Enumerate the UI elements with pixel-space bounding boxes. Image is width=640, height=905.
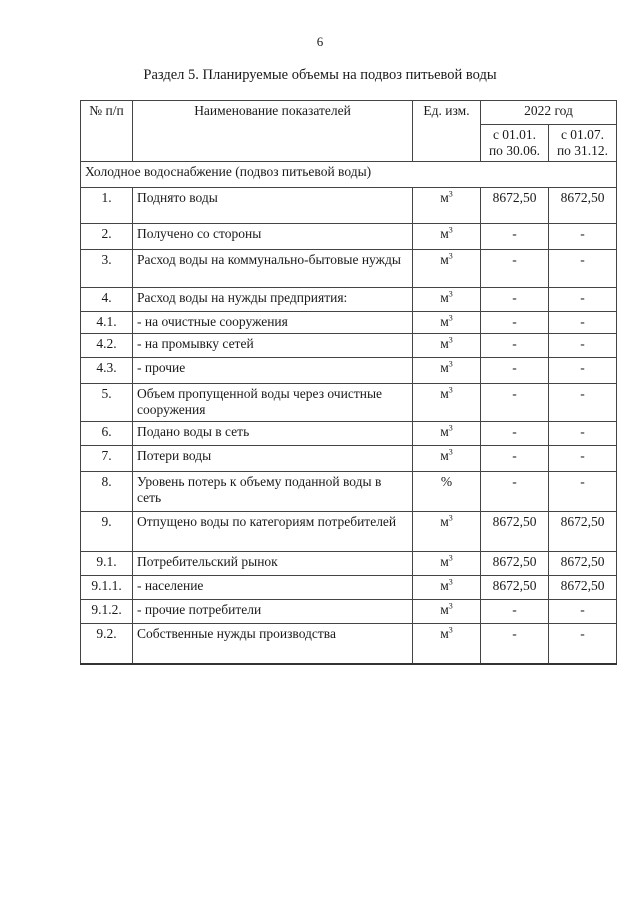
- row-unit: [413, 512, 481, 552]
- row-value-period-2: -: [549, 250, 617, 288]
- row-indicator-name: Потребительский рынок: [133, 552, 413, 576]
- table-row: [81, 624, 617, 664]
- header-row: [81, 101, 617, 125]
- row-value-period-2: -: [549, 384, 617, 422]
- unit-exponent: 3: [448, 189, 453, 199]
- row-unit: [413, 552, 481, 576]
- row-value-period-1: -: [481, 288, 549, 312]
- row-indicator-name: - на очистные сооружения: [133, 312, 413, 334]
- row-value-period-2: 8672,50: [549, 512, 617, 552]
- row-indicator-name: Отпущено воды по категориям потребителей: [133, 512, 413, 552]
- header-name: Наименование показателей: [133, 101, 413, 162]
- row-number: 6.: [81, 422, 133, 446]
- row-value-period-2: -: [549, 472, 617, 512]
- header-year: 2022 год: [481, 101, 617, 125]
- header-period-1: с 01.01. по 30.06.: [481, 125, 549, 162]
- unit-exponent: 3: [448, 335, 453, 345]
- table-row: [81, 512, 617, 552]
- unit-base: м: [440, 226, 449, 241]
- row-indicator-name: Уровень потерь к объему поданной воды в сеть: [133, 472, 413, 512]
- unit-base: м: [440, 514, 449, 529]
- row-value-period-1: 8672,50: [481, 188, 549, 224]
- unit-exponent: 3: [448, 359, 453, 369]
- row-unit: [413, 334, 481, 358]
- table-row: [81, 250, 617, 288]
- header-unit: Ед. изм.: [413, 101, 481, 162]
- row-unit: [413, 600, 481, 624]
- row-indicator-name: Собственные нужды производства: [133, 624, 413, 664]
- row-number: 5.: [81, 384, 133, 422]
- unit-base: м: [440, 386, 449, 401]
- unit-exponent: 3: [448, 577, 453, 587]
- row-indicator-name: Получено со стороны: [133, 224, 413, 250]
- row-value-period-1: -: [481, 250, 549, 288]
- row-unit: [413, 576, 481, 600]
- row-number: 9.2.: [81, 624, 133, 664]
- row-value-period-2: -: [549, 312, 617, 334]
- row-number: 9.1.1.: [81, 576, 133, 600]
- unit-base: м: [440, 424, 449, 439]
- table-row: [81, 600, 617, 624]
- row-value-period-1: 8672,50: [481, 512, 549, 552]
- table-row: [81, 334, 617, 358]
- header-period-2: с 01.07. по 31.12.: [549, 125, 617, 162]
- section-title: Раздел 5. Планируемые объемы на подвоз питьевой воды: [143, 67, 497, 83]
- unit-exponent: 3: [448, 447, 453, 457]
- unit-base: м: [440, 190, 449, 205]
- row-number: 7.: [81, 446, 133, 472]
- row-number: 4.2.: [81, 334, 133, 358]
- row-unit: [413, 422, 481, 446]
- unit-exponent: 3: [448, 423, 453, 433]
- row-number: 1.: [81, 188, 133, 224]
- row-value-period-2: -: [549, 288, 617, 312]
- row-indicator-name: Потери воды: [133, 446, 413, 472]
- unit-base: м: [440, 360, 449, 375]
- unit-base: %: [440, 474, 453, 489]
- row-indicator-name: Расход воды на коммунально-бытовые нужды: [133, 250, 413, 288]
- unit-base: м: [440, 448, 449, 463]
- table-row: [81, 358, 617, 384]
- row-value-period-1: -: [481, 358, 549, 384]
- unit-exponent: 3: [448, 225, 453, 235]
- unit-base: м: [440, 578, 449, 593]
- unit-base: м: [440, 602, 449, 617]
- row-unit: [413, 384, 481, 422]
- row-indicator-name: - на промывку сетей: [133, 334, 413, 358]
- unit-exponent: 3: [448, 289, 453, 299]
- row-unit: [413, 288, 481, 312]
- table-row: [81, 288, 617, 312]
- row-indicator-name: Подано воды в сеть: [133, 422, 413, 446]
- unit-base: м: [440, 290, 449, 305]
- row-value-period-1: -: [481, 446, 549, 472]
- row-value-period-1: -: [481, 384, 549, 422]
- row-value-period-1: 8672,50: [481, 576, 549, 600]
- table-row: [81, 576, 617, 600]
- row-value-period-2: -: [549, 224, 617, 250]
- row-value-period-1: -: [481, 600, 549, 624]
- row-number: 2.: [81, 224, 133, 250]
- row-indicator-name: Объем пропущенной воды через очистные сооружения: [133, 384, 413, 422]
- row-value-period-1: -: [481, 224, 549, 250]
- unit-base: м: [440, 336, 449, 351]
- unit-base: м: [440, 626, 449, 641]
- row-number: 8.: [81, 472, 133, 512]
- row-indicator-name: - прочие: [133, 358, 413, 384]
- unit-exponent: 3: [448, 313, 453, 323]
- table-row: [81, 188, 617, 224]
- row-unit: [413, 358, 481, 384]
- row-value-period-1: -: [481, 472, 549, 512]
- row-value-period-2: 8672,50: [549, 576, 617, 600]
- table-row: [81, 422, 617, 446]
- section-row-label: Холодное водоснабжение (подвоз питьевой воды): [81, 162, 617, 188]
- row-indicator-name: Расход воды на нужды предприятия:: [133, 288, 413, 312]
- unit-base: м: [440, 314, 449, 329]
- unit-base: м: [440, 252, 449, 267]
- row-indicator-name: - население: [133, 576, 413, 600]
- row-number: 4.3.: [81, 358, 133, 384]
- table-row: [81, 552, 617, 576]
- header-num: № п/п: [81, 101, 133, 162]
- row-value-period-1: -: [481, 312, 549, 334]
- row-number: 4.: [81, 288, 133, 312]
- row-number: 4.1.: [81, 312, 133, 334]
- row-value-period-1: -: [481, 334, 549, 358]
- unit-exponent: 3: [448, 251, 453, 261]
- row-number: 9.1.: [81, 552, 133, 576]
- row-value-period-2: 8672,50: [549, 552, 617, 576]
- row-indicator-name: Поднято воды: [133, 188, 413, 224]
- row-number: 9.: [81, 512, 133, 552]
- row-unit: [413, 224, 481, 250]
- row-unit: [413, 446, 481, 472]
- table-row: [81, 446, 617, 472]
- unit-base: м: [440, 554, 449, 569]
- row-value-period-2: -: [549, 334, 617, 358]
- row-value-period-2: 8672,50: [549, 188, 617, 224]
- table-row: [81, 224, 617, 250]
- row-unit: [413, 188, 481, 224]
- table-row: [81, 472, 617, 512]
- unit-exponent: 3: [448, 553, 453, 563]
- row-indicator-name: - прочие потребители: [133, 600, 413, 624]
- section-row: [81, 162, 617, 188]
- row-value-period-1: 8672,50: [481, 552, 549, 576]
- row-value-period-1: -: [481, 422, 549, 446]
- table-row: [81, 384, 617, 422]
- page-number: 6: [316, 34, 324, 49]
- row-value-period-2: -: [549, 358, 617, 384]
- row-number: 9.1.2.: [81, 600, 133, 624]
- unit-exponent: 3: [448, 385, 453, 395]
- row-value-period-2: -: [549, 422, 617, 446]
- row-value-period-1: -: [481, 624, 549, 664]
- unit-exponent: 3: [448, 601, 453, 611]
- row-unit: [413, 624, 481, 664]
- unit-exponent: 3: [448, 625, 453, 635]
- row-unit: [413, 250, 481, 288]
- unit-exponent: 3: [448, 513, 453, 523]
- row-unit: [413, 312, 481, 334]
- row-unit: [413, 472, 481, 512]
- row-value-period-2: -: [549, 446, 617, 472]
- table-row: [81, 312, 617, 334]
- row-value-period-2: -: [549, 624, 617, 664]
- water-supply-table: [80, 100, 617, 665]
- row-value-period-2: -: [549, 600, 617, 624]
- row-number: 3.: [81, 250, 133, 288]
